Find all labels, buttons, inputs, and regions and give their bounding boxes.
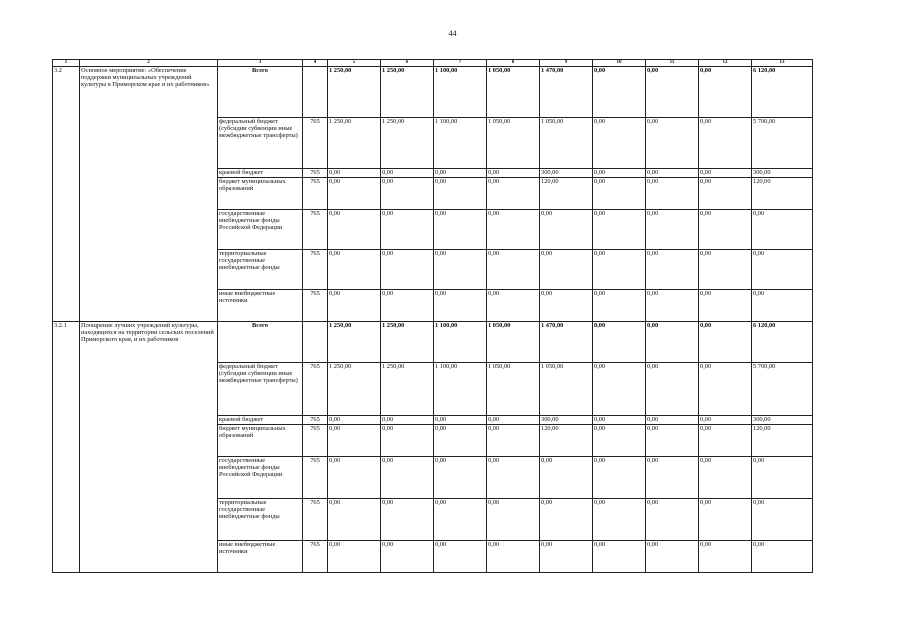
amount-cell: 120,00 [540,425,593,457]
column-number: 6 [381,60,434,67]
amount-cell: 0,00 [646,363,699,416]
funding-source: краевой бюджет [218,416,303,425]
amount-cell: 0,00 [699,67,752,118]
amount-cell: 0,00 [434,290,487,322]
budget-code: 765 [303,457,328,499]
amount-cell: 0,00 [699,425,752,457]
amount-cell: 0,00 [381,210,434,250]
budget-code: 765 [303,178,328,210]
amount-cell: 1 250,00 [381,67,434,118]
funding-source: бюджет муниципальных образований [218,425,303,457]
amount-cell: 6 120,00 [752,322,813,363]
amount-cell: 300,00 [540,416,593,425]
amount-cell: 0,00 [434,250,487,290]
amount-cell: 0,00 [699,322,752,363]
amount-cell: 0,00 [540,541,593,573]
column-number: 12 [699,60,752,67]
amount-cell: 0,00 [699,250,752,290]
amount-cell: 0,00 [593,118,646,169]
amount-cell: 1 250,00 [328,363,381,416]
funding-source: государственные внебюджетные фонды Российской Федерации [218,210,303,250]
amount-cell: 0,00 [646,290,699,322]
amount-cell: 1 250,00 [381,322,434,363]
amount-cell: 120,00 [752,178,813,210]
column-number-row [53,60,813,67]
amount-cell: 0,00 [752,499,813,541]
amount-cell: 0,00 [593,178,646,210]
amount-cell: 0,00 [646,118,699,169]
amount-cell: 0,00 [646,416,699,425]
amount-cell: 0,00 [699,457,752,499]
amount-cell: 0,00 [328,457,381,499]
column-number: 9 [540,60,593,67]
amount-cell: 1 470,00 [540,67,593,118]
amount-cell: 0,00 [381,290,434,322]
amount-cell: 0,00 [646,67,699,118]
amount-cell: 1 100,00 [434,118,487,169]
funding-source: государственные внебюджетные фонды Российской Федерации [218,457,303,499]
budget-code [303,322,328,363]
funding-source: краевой бюджет [218,169,303,178]
amount-cell: 0,00 [646,541,699,573]
budget-table [52,59,813,573]
amount-cell: 0,00 [328,169,381,178]
amount-cell: 0,00 [328,290,381,322]
amount-cell: 1 100,00 [434,67,487,118]
item-name: Основное мероприятие: «Обеспечение поддержки муниципальных учреждений культуры в Приморском крае и их работников» [80,67,218,322]
amount-cell: 0,00 [540,210,593,250]
amount-cell: 0,00 [381,250,434,290]
amount-cell: 120,00 [540,178,593,210]
column-number: 2 [80,60,218,67]
amount-cell: 1 050,00 [540,118,593,169]
amount-cell: 0,00 [540,290,593,322]
amount-cell: 0,00 [487,169,540,178]
amount-cell: 0,00 [752,457,813,499]
amount-cell: 0,00 [699,178,752,210]
amount-cell: 0,00 [699,118,752,169]
item-number: 3.2.1 [53,322,80,573]
amount-cell: 0,00 [699,541,752,573]
amount-cell: 0,00 [646,499,699,541]
amount-cell: 300,00 [540,169,593,178]
amount-cell: 1 250,00 [328,67,381,118]
amount-cell: 0,00 [328,416,381,425]
amount-cell: 0,00 [328,178,381,210]
budget-code: 765 [303,363,328,416]
amount-cell: 0,00 [487,210,540,250]
amount-cell: 0,00 [752,250,813,290]
amount-cell: 0,00 [381,499,434,541]
amount-cell: 1 050,00 [487,67,540,118]
budget-code: 765 [303,541,328,573]
amount-cell: 1 470,00 [540,322,593,363]
column-number: 8 [487,60,540,67]
budget-code: 765 [303,416,328,425]
amount-cell: 0,00 [487,250,540,290]
amount-cell: 0,00 [593,290,646,322]
amount-cell: 0,00 [328,210,381,250]
budget-code: 765 [303,425,328,457]
amount-cell: 0,00 [381,541,434,573]
amount-cell: 0,00 [434,499,487,541]
amount-cell: 1 050,00 [487,322,540,363]
column-number: 1 [53,60,80,67]
amount-cell: 0,00 [593,541,646,573]
amount-cell: 0,00 [381,169,434,178]
amount-cell: 0,00 [487,178,540,210]
amount-cell: 0,00 [593,425,646,457]
amount-cell: 0,00 [699,363,752,416]
funding-source: иные внебюджетные источники [218,290,303,322]
amount-cell: 1 250,00 [328,322,381,363]
amount-cell: 0,00 [646,178,699,210]
amount-cell: 6 120,00 [752,67,813,118]
amount-cell: 0,00 [487,541,540,573]
budget-code: 765 [303,169,328,178]
page-number: 44 [448,29,457,38]
amount-cell: 0,00 [593,457,646,499]
amount-cell: 0,00 [593,363,646,416]
column-number: 3 [218,60,303,67]
amount-cell: 0,00 [381,416,434,425]
column-number: 5 [328,60,381,67]
amount-cell: 0,00 [381,178,434,210]
amount-cell: 0,00 [540,457,593,499]
budget-code: 765 [303,210,328,250]
budget-code [303,67,328,118]
amount-cell: 0,00 [434,457,487,499]
amount-cell: 5 700,00 [752,363,813,416]
budget-code: 765 [303,250,328,290]
funding-source: иные внебюджетные источники [218,541,303,573]
amount-cell: 1 050,00 [540,363,593,416]
table-row [53,67,813,118]
amount-cell: 120,00 [752,425,813,457]
item-name: Поощрение лучших учреждений культуры, находящихся на территории сельских поселений Приморского края, и их работников [80,322,218,573]
funding-source: федеральный бюджет (субсидии субвенции иные межбюджетные трансферты) [218,363,303,416]
amount-cell: 1 250,00 [328,118,381,169]
budget-code: 765 [303,290,328,322]
budget-code: 765 [303,118,328,169]
amount-cell: 0,00 [752,210,813,250]
budget-code: 765 [303,499,328,541]
amount-cell: 0,00 [593,416,646,425]
amount-cell: 0,00 [699,210,752,250]
column-number: 7 [434,60,487,67]
amount-cell: 1 050,00 [487,363,540,416]
amount-cell: 0,00 [646,457,699,499]
amount-cell: 0,00 [699,416,752,425]
amount-cell: 0,00 [699,169,752,178]
amount-cell: 0,00 [540,499,593,541]
funding-source: территориальные государственные внебюджетные фонды [218,499,303,541]
amount-cell: 0,00 [434,541,487,573]
amount-cell: 0,00 [593,322,646,363]
amount-cell: 0,00 [593,210,646,250]
amount-cell: 0,00 [752,541,813,573]
column-number: 13 [752,60,813,67]
amount-cell: 0,00 [381,457,434,499]
amount-cell: 1 100,00 [434,322,487,363]
amount-cell: 0,00 [434,210,487,250]
amount-cell: 0,00 [699,499,752,541]
amount-cell: 0,00 [328,541,381,573]
amount-cell: 1 250,00 [381,363,434,416]
amount-cell: 0,00 [381,425,434,457]
amount-cell: 0,00 [593,67,646,118]
amount-cell: 0,00 [487,499,540,541]
amount-cell: 0,00 [434,425,487,457]
amount-cell: 0,00 [752,290,813,322]
amount-cell: 0,00 [487,425,540,457]
funding-source: территориальные государственные внебюджетные фонды [218,250,303,290]
amount-cell: 300,00 [752,416,813,425]
amount-cell: 1 050,00 [487,118,540,169]
amount-cell: 0,00 [487,290,540,322]
column-number: 10 [593,60,646,67]
funding-source: Всего [218,322,303,363]
amount-cell: 0,00 [646,210,699,250]
column-number: 11 [646,60,699,67]
item-number: 3.2 [53,67,80,322]
amount-cell: 0,00 [328,250,381,290]
amount-cell: 0,00 [593,499,646,541]
funding-source: федеральный бюджет (субсидии субвенции иные межбюджетные трансферты) [218,118,303,169]
amount-cell: 0,00 [487,416,540,425]
amount-cell: 5 700,00 [752,118,813,169]
amount-cell: 0,00 [328,425,381,457]
amount-cell: 0,00 [434,416,487,425]
funding-source: бюджет муниципальных образований [218,178,303,210]
amount-cell: 1 250,00 [381,118,434,169]
amount-cell: 0,00 [593,250,646,290]
amount-cell: 0,00 [593,169,646,178]
amount-cell: 0,00 [434,178,487,210]
amount-cell: 0,00 [646,169,699,178]
amount-cell: 0,00 [487,457,540,499]
amount-cell: 300,00 [752,169,813,178]
table-row [53,322,813,363]
amount-cell: 0,00 [646,322,699,363]
amount-cell: 0,00 [328,499,381,541]
amount-cell: 0,00 [699,290,752,322]
amount-cell: 0,00 [434,169,487,178]
column-number: 4 [303,60,328,67]
amount-cell: 0,00 [540,250,593,290]
amount-cell: 0,00 [646,425,699,457]
funding-source: Всего [218,67,303,118]
amount-cell: 1 100,00 [434,363,487,416]
amount-cell: 0,00 [646,250,699,290]
